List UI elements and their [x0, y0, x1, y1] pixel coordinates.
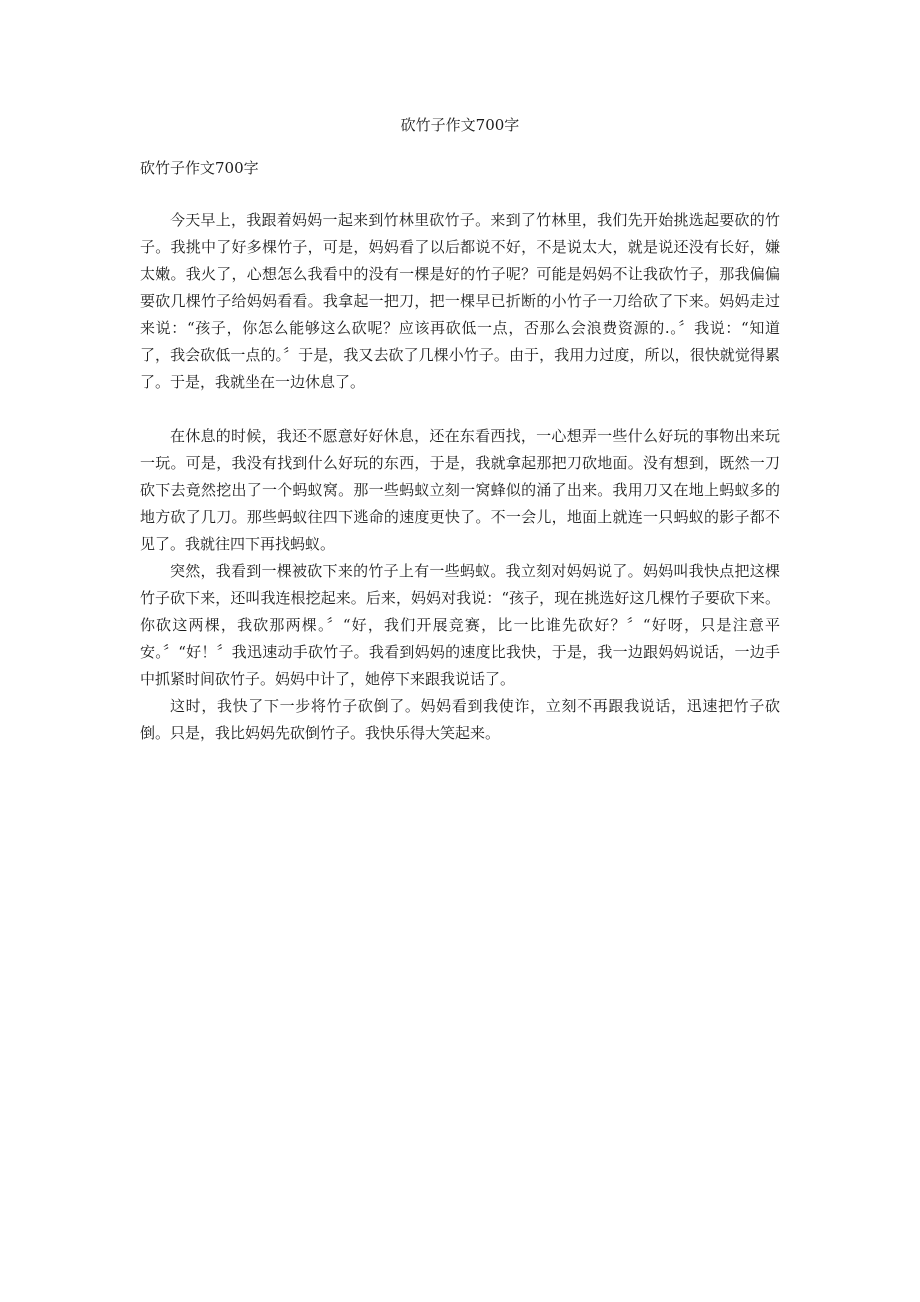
paragraph-2: 在休息的时候，我还不愿意好好休息，还在东看西找，一心想弄一些什么好玩的事物出来玩一玩。可是，我没有找到什么好玩的东西，于是，我就拿起那把刀砍地面。没有想到，既然一刀砍下去竟然挖出了一个蚂蚁窝。那一些蚂蚁立刻一窝蜂似的涌了出来。我用刀又在地上蚂蚁多的地方砍了几刀。那些蚂蚁往四下逃命的速度更快了。不一会儿，地面上就连一只蚂蚁的影子都不见了。我就往四下再找蚂蚁。: [140, 427, 780, 553]
document-body: [140, 207, 780, 747]
paragraph-4: 这时，我快了下一步将竹子砍倒了。妈妈看到我使诈，立刻不再跟我说话，迅速把竹子砍倒。只是，我比妈妈先砍倒竹子。我快乐得大笑起来。: [140, 697, 780, 742]
paragraph-1: 今天早上，我跟着妈妈一起来到竹林里砍竹子。来到了竹林里，我们先开始挑选起要砍的竹子。我挑中了好多棵竹子，可是，妈妈看了以后都说不好，不是说太大，就是说还没有长好，嫌太嫩。我火了，心想怎么我看中的没有一棵是好的竹子呢？可能是妈妈不让我砍竹子，那我偏偏要砍几棵竹子给妈妈看看。我拿起一把刀，把一棵早已折断的小竹子一刀给砍了下来。妈妈走过来说：“孩子，你怎么能够这么砍呢？应该再砍低一点，否那么会浪费资源的.。〞我说：“知道了，我会砍低一点的。〞于是，我又去砍了几棵小竹子。由于，我用力过度，所以，很快就觉得累了。于是，我就坐在一边休息了。: [140, 211, 780, 391]
document-subtitle: 砍竹子作文700字: [140, 159, 259, 177]
paragraph-3: 突然，我看到一棵被砍下来的竹子上有一些蚂蚁。我立刻对妈妈说了。妈妈叫我快点把这棵竹子砍下来，还叫我连根挖起来。后来，妈妈对我说：“孩子，现在挑选好这几棵竹子要砍下来。你砍这两棵，我砍那两棵。〞“好，我们开展竞赛，比一比谁先砍好？〞“好呀，只是注意平安。〞“好！〞我迅速动手砍竹子。我看到妈妈的速度比我快，于是，我一边跟妈妈说话，一边手中抓紧时间砍竹子。妈妈中计了，她停下来跟我说话了。: [140, 562, 780, 688]
document-title: 砍竹子作文700字: [400, 116, 520, 134]
